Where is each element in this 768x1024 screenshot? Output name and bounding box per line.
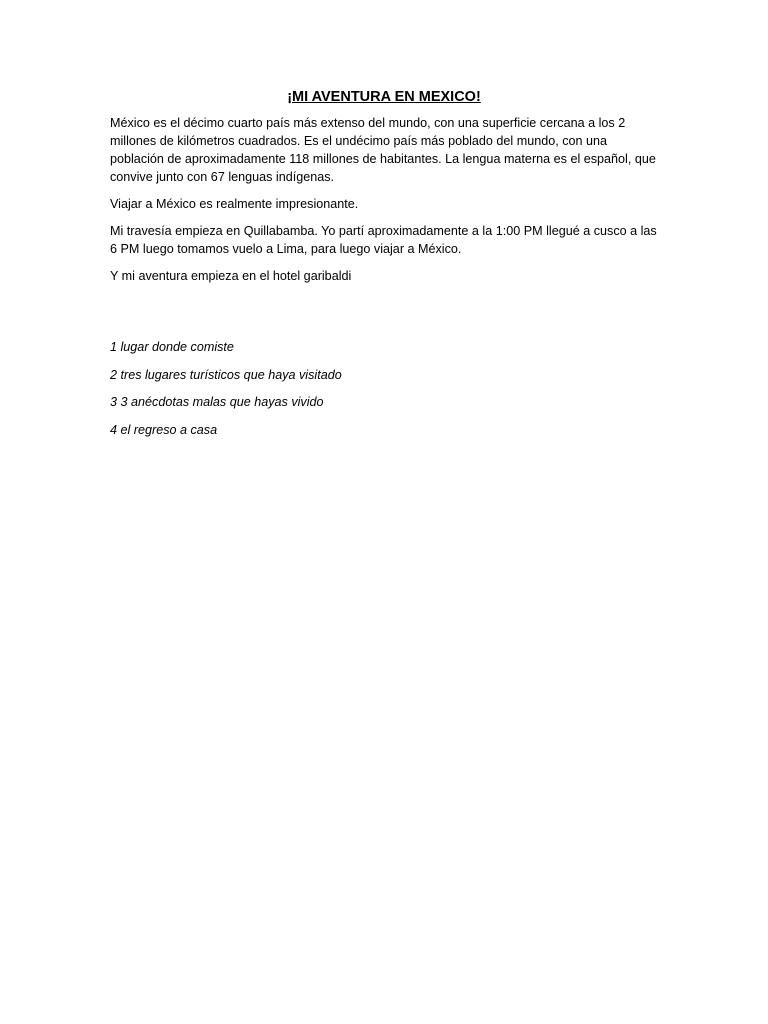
list-item: 4 el regreso a casa (110, 422, 218, 437)
prompt-list (110, 338, 658, 439)
list-item: 1 lugar donde comiste (110, 340, 234, 354)
document-page (110, 88, 658, 448)
blank-space (110, 294, 658, 338)
list-item: 3 3 anécdotas malas que hayas vivido (110, 395, 324, 409)
document-title: ¡MI AVENTURA EN MEXICO! (287, 89, 481, 105)
impression-paragraph: Viajar a México es realmente impresionante. (110, 197, 359, 211)
list-item: 2 tres lugares turísticos que haya visitado (110, 367, 342, 382)
journey-paragraph: Mi travesía empieza en Quillabamba. Yo partí aproximadamente a la 1:00 PM llegué a cusco a las 6 PM luego tomamos vuelo a Lima, para luego viajar a México. (110, 224, 657, 256)
intro-paragraph: México es el décimo cuarto país más extenso del mundo, con una superficie cercana a los 2 millones de kilómetros cuadrados. Es el undécimo país más poblado del mundo, con una población de aproximadamente 118 millones de habitantes. La lengua materna es el español, que convive junto con 67 lenguas indígenas. (110, 116, 656, 184)
hotel-paragraph: Y mi aventura empieza en el hotel garibaldi (110, 269, 352, 283)
